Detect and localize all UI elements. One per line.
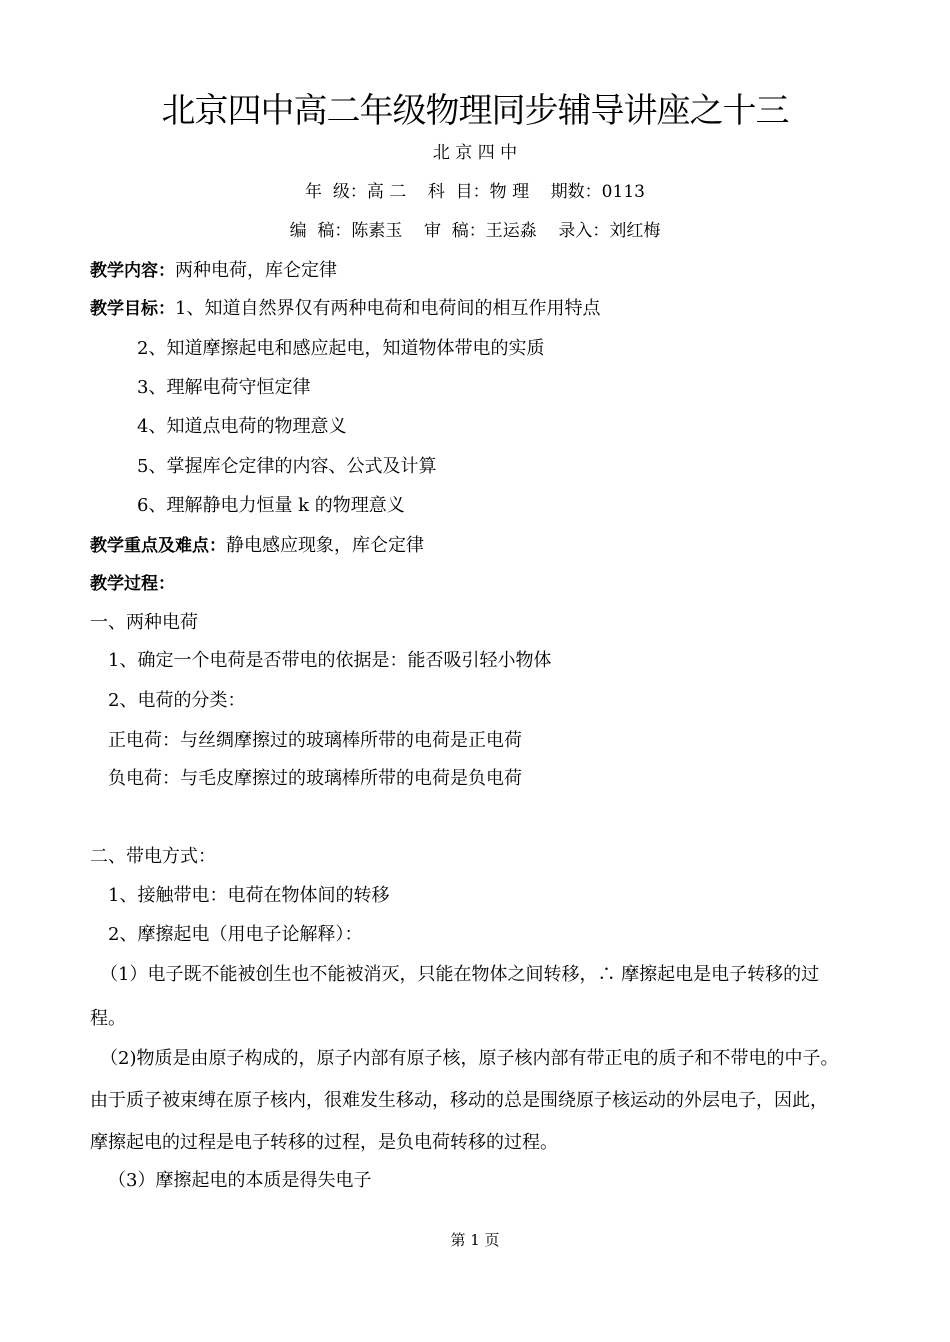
document-title: 北京四中高二年级物理同步辅导讲座之十三 xyxy=(161,91,789,131)
teaching-goal-1 xyxy=(90,296,600,322)
content-label: 教学内容： xyxy=(90,261,175,281)
paragraph-line: （2)物质是由原子构成的，原子内部有原子核，原子核内部有带正电的质子和不带电的中子。 xyxy=(100,1048,839,1069)
keypoints-label: 教学重点及难点： xyxy=(90,536,226,556)
list-item: 1、确定一个电荷是否带电的依据是：能否吸引轻小物体 xyxy=(108,650,552,671)
list-item: 正电荷：与丝绸摩擦过的玻璃棒所带的电荷是正电荷 xyxy=(108,730,522,751)
list-item: 2、电荷的分类： xyxy=(108,690,246,711)
list-item: 负电荷：与毛皮摩擦过的玻璃棒所带的电荷是负电荷 xyxy=(108,768,522,789)
meta-line-1: 年 级：高 二 科 目：物 理 期数：0113 xyxy=(305,182,645,202)
paragraph-line: 程。 xyxy=(90,1008,126,1029)
section-heading: 一、两种电荷 xyxy=(90,612,198,633)
key-points xyxy=(90,533,424,559)
page-number: 第 1 页 xyxy=(450,1231,500,1249)
paragraph-line: （1）电子既不能被创生也不能被消灭，只能在物体之间转移，∴ 摩擦起电是电子转移的过 xyxy=(100,964,820,985)
paragraph-line: 摩擦起电的过程是电子转移的过程，是负电荷转移的过程。 xyxy=(90,1132,558,1153)
school-name: 北 京 四 中 xyxy=(432,143,518,163)
process-label: 教学过程： xyxy=(90,574,175,594)
goal-item: 6、理解静电力恒量 k 的物理意义 xyxy=(137,495,405,516)
content-text: 两种电荷，库仑定律 xyxy=(175,260,337,281)
goal-item: 5、掌握库仑定律的内容、公式及计算 xyxy=(137,456,437,477)
goal-item: 3、理解电荷守恒定律 xyxy=(137,377,311,398)
teaching-content xyxy=(90,258,337,284)
goal-item: 2、知道摩擦起电和感应起电，知道物体带电的实质 xyxy=(137,338,545,359)
section-heading: 二、带电方式： xyxy=(90,846,216,867)
paragraph-line: 由于质子被束缚在原子核内，很难发生移动，移动的总是围绕原子核运动的外层电子，因此， xyxy=(90,1090,828,1111)
list-item: 1、接触带电：电荷在物体间的转移 xyxy=(108,885,390,906)
paragraph-line: （3）摩擦起电的本质是得失电子 xyxy=(108,1170,372,1191)
goal-item: 4、知道点电荷的物理意义 xyxy=(137,416,347,437)
goals-label: 教学目标： xyxy=(90,299,175,319)
keypoints-text: 静电感应现象，库仑定律 xyxy=(226,535,424,556)
list-item: 2、摩擦起电（用电子论解释）： xyxy=(108,924,363,945)
goal-item: 1、知道自然界仅有两种电荷和电荷间的相互作用特点 xyxy=(175,298,601,319)
meta-line-2: 编 稿：陈素玉 审 稿：王运淼 录入：刘红梅 xyxy=(289,221,661,241)
